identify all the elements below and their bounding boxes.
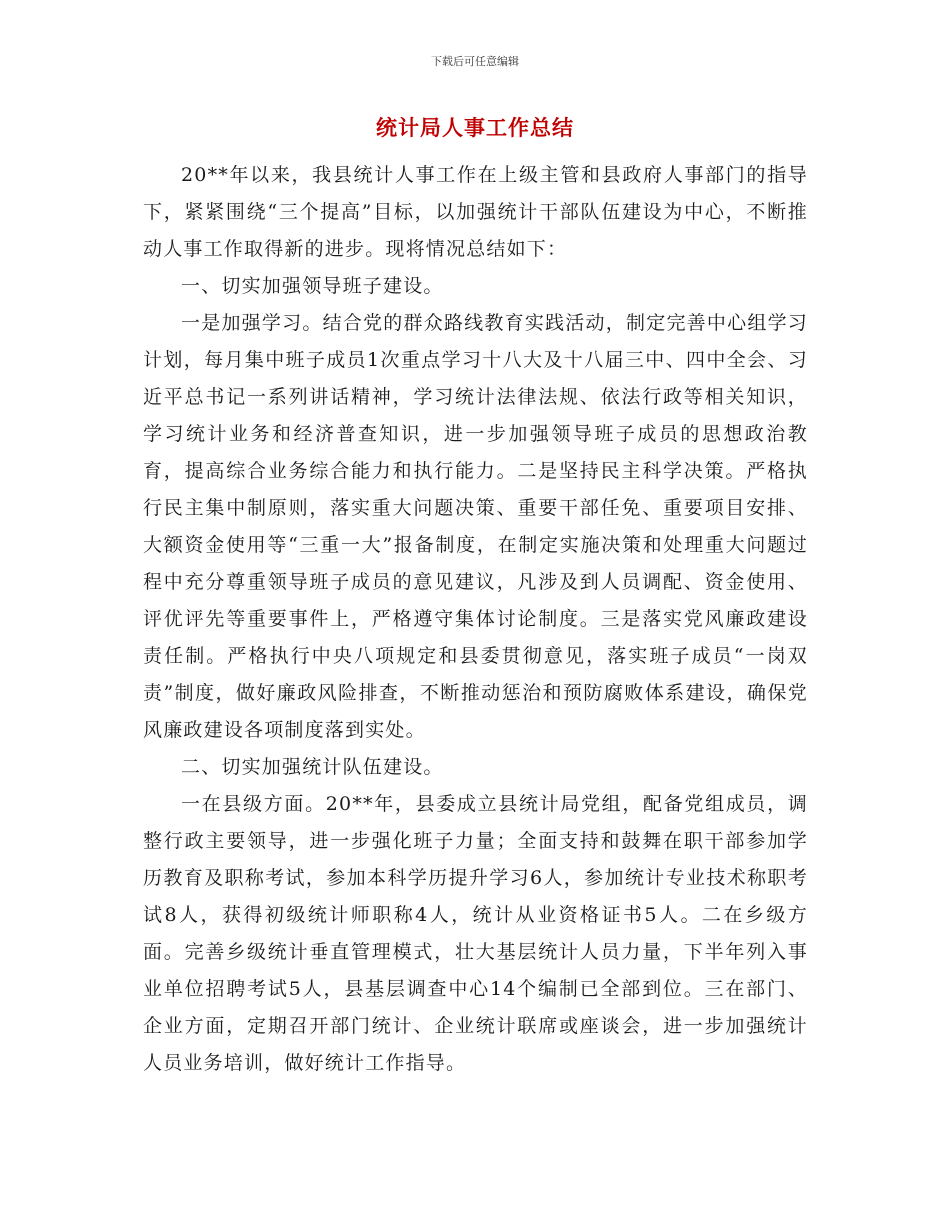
header-note: 下载后可任意编辑 bbox=[431, 55, 519, 68]
paragraph-intro: 20**年以来，我县统计人事工作在上级主管和县政府人事部门的指导下，紧紧围绕“三个提高”目标，以加强统计干部队伍建设为中心，不断推动人事工作取得新的进步。现将情况总结如下： bbox=[143, 164, 808, 260]
document-title: 统计局人事工作总结 bbox=[376, 116, 574, 140]
paragraph-leadership: 一是加强学习。结合党的群众路线教育实践活动，制定完善中心组学习计划，每月集中班子成员1次重点学习十八大及十八届三中、四中全会、习近平总书记一系列讲话精神，学习统计法律法规、依法行政等相关知识，学习统计业务和经济普查知识，进一步加强领导班子成员的思想政治教育，提高综合业务综合能力和执行能力。二是坚持民主科学决策。严格执行民主集中制原则，落实重大问题决策、重要干部任免、重要项目安排、大额资金使用等“三重一大”报备制度，在制定实施决策和处理重大问题过程中充分尊重领导班子成员的意见建议，凡涉及到人员调配、资金使用、评优评先等重要事件上，严格遵守集体讨论制度。三是落实党风廉政建设责任制。严格执行中央八项规定和县委贯彻意见，落实班子成员“一岗双责”制度，做好廉政风险排查，不断推动惩治和预防腐败体系建设，确保党风廉政建设各项制度落到实处。 bbox=[143, 312, 808, 741]
document-body bbox=[143, 157, 808, 1082]
section-heading-2: 二、切实加强统计队伍建设。 bbox=[181, 756, 444, 778]
paragraph-team: 一在县级方面。20**年，县委成立县统计局党组，配备党组成员，调整行政主要领导，进一步强化班子力量；全面支持和鼓舞在职干部参加学历教育及职称考试，参加本科学历提升学习6人，参加统计专业技术称职考试8人，获得初级统计师职称4人，统计从业资格证书5人。二在乡级方面。完善乡级统计垂直管理模式，壮大基层统计人员力量，下半年列入事业单位招聘考试5人，县基层调查中心14个编制已全部到位。三在部门、企业方面，定期召开部门统计、企业统计联席或座谈会，进一步加强统计人员业务培训，做好统计工作指导。 bbox=[143, 793, 808, 1074]
section-heading-1: 一、切实加强领导班子建设。 bbox=[181, 275, 444, 297]
